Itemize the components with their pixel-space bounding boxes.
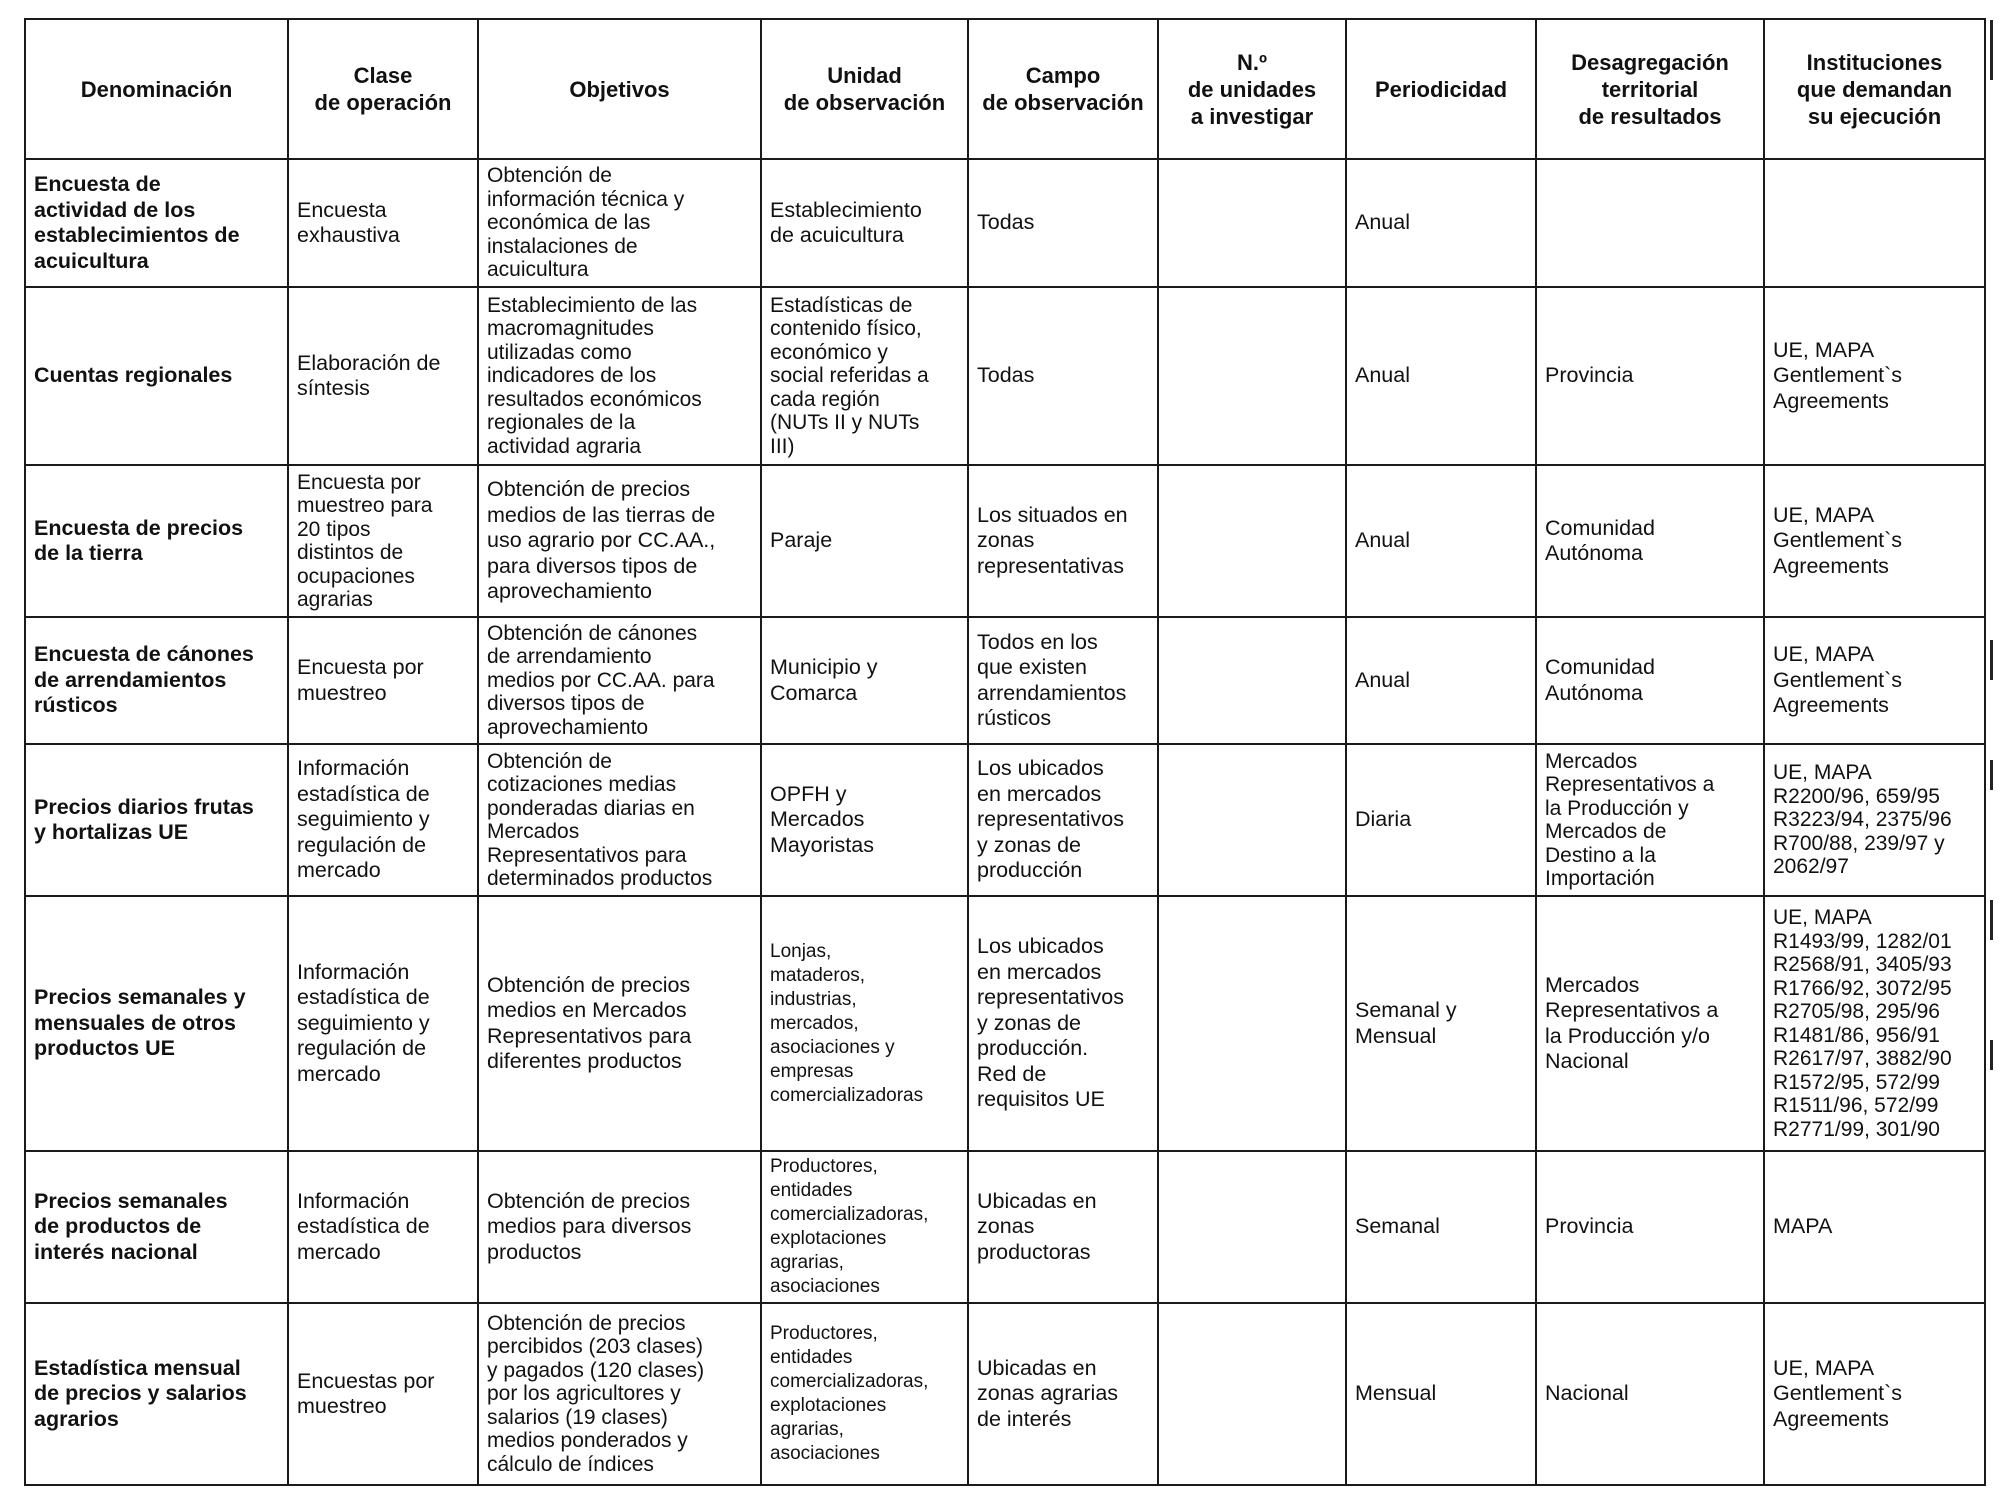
scan-mark: [1990, 900, 1993, 940]
cell-periodicidad: Anual: [1346, 465, 1536, 617]
table-row: [25, 896, 1985, 1151]
statistics-table: [24, 18, 1986, 1486]
cell-n-unidades: [1158, 617, 1346, 744]
cell-periodicidad: Anual: [1346, 287, 1536, 465]
table-row: [25, 287, 1985, 465]
cell-desagregacion: Mercados Representativos a la Producción y/o Nacional: [1536, 896, 1764, 1151]
header-clase: Clase de operación: [288, 19, 478, 159]
cell-n-unidades: [1158, 159, 1346, 287]
cell-instituciones: UE, MAPA R1493/99, 1282/01 R2568/91, 3405/93 R1766/92, 3072/95 R2705/98, 295/96 R1481/86, 956/91 R2617/97, 3882/90 R1572/95, 572/99 R1511/96, 572/99 R2771/99, 301/90: [1764, 896, 1985, 1151]
cell-n-unidades: [1158, 287, 1346, 465]
cell-unidad: Establecimiento de acuicultura: [761, 159, 968, 287]
cell-campo: Ubicadas en zonas agrarias de interés: [968, 1303, 1158, 1485]
cell-objetivos: Obtención de precios medios de las tierras de uso agrario por CC.AA., para diversos tipos de aprovechamiento: [478, 465, 761, 617]
cell-periodicidad: Anual: [1346, 617, 1536, 744]
cell-instituciones: UE, MAPA Gentlement`s Agreements: [1764, 617, 1985, 744]
header-row: [25, 19, 1985, 159]
scan-mark: [1990, 1040, 1993, 1070]
header-objetivos: Objetivos: [478, 19, 761, 159]
cell-desagregacion: [1536, 159, 1764, 287]
cell-periodicidad: Mensual: [1346, 1303, 1536, 1485]
scan-mark: [1990, 20, 1993, 80]
cell-instituciones: UE, MAPA Gentlement`s Agreements: [1764, 287, 1985, 465]
cell-instituciones: [1764, 159, 1985, 287]
cell-unidad: Productores, entidades comercializadoras, explotaciones agrarias, asociaciones: [761, 1151, 968, 1303]
cell-instituciones: MAPA: [1764, 1151, 1985, 1303]
cell-clase: Elaboración de síntesis: [288, 287, 478, 465]
cell-objetivos: Obtención de precios percibidos (203 clases) y pagados (120 clases) por los agricultores y salarios (19 clases) medios ponderados y cálculo de índices: [478, 1303, 761, 1485]
header-instituciones: Instituciones que demandan su ejecución: [1764, 19, 1985, 159]
cell-denominacion: Estadística mensual de precios y salarios agrarios: [25, 1303, 288, 1485]
cell-objetivos: Obtención de información técnica y económica de las instalaciones de acuicultura: [478, 159, 761, 287]
cell-unidad: Productores, entidades comercializadoras, explotaciones agrarias, asociaciones: [761, 1303, 968, 1485]
cell-clase: Información estadística de seguimiento y regulación de mercado: [288, 744, 478, 896]
cell-clase: Información estadística de seguimiento y regulación de mercado: [288, 896, 478, 1151]
cell-unidad: Municipio y Comarca: [761, 617, 968, 744]
header-campo: Campo de observación: [968, 19, 1158, 159]
cell-unidad: Paraje: [761, 465, 968, 617]
table-row: [25, 1151, 1985, 1303]
cell-campo: Todas: [968, 287, 1158, 465]
header-desagregacion: Desagregación territorial de resultados: [1536, 19, 1764, 159]
cell-instituciones: UE, MAPA R2200/96, 659/95 R3223/94, 2375/96 R700/88, 239/97 y 2062/97: [1764, 744, 1985, 896]
header-denominacion: Denominación: [25, 19, 288, 159]
cell-desagregacion: Provincia: [1536, 287, 1764, 465]
table-row: [25, 744, 1985, 896]
cell-n-unidades: [1158, 896, 1346, 1151]
cell-clase: Encuestas por muestreo: [288, 1303, 478, 1485]
cell-denominacion: Precios semanales de productos de interés nacional: [25, 1151, 288, 1303]
cell-campo: Todas: [968, 159, 1158, 287]
cell-campo: Los ubicados en mercados representativos y zonas de producción. Red de requisitos UE: [968, 896, 1158, 1151]
scan-edge-marks: [1990, 0, 1996, 1495]
cell-unidad: Estadísticas de contenido físico, económico y social referidas a cada región (NUTs II y NUTs III): [761, 287, 968, 465]
cell-n-unidades: [1158, 1303, 1346, 1485]
cell-objetivos: Obtención de precios medios para diversos productos: [478, 1151, 761, 1303]
scan-mark: [1990, 640, 1993, 680]
cell-objetivos: Obtención de precios medios en Mercados Representativos para diferentes productos: [478, 896, 761, 1151]
cell-denominacion: Precios semanales y mensuales de otros productos UE: [25, 896, 288, 1151]
cell-periodicidad: Anual: [1346, 159, 1536, 287]
cell-desagregacion: Comunidad Autónoma: [1536, 617, 1764, 744]
cell-periodicidad: Semanal: [1346, 1151, 1536, 1303]
cell-objetivos: Obtención de cánones de arrendamiento medios por CC.AA. para diversos tipos de aprovechamiento: [478, 617, 761, 744]
table-row: [25, 159, 1985, 287]
cell-campo: Todos en los que existen arrendamientos rústicos: [968, 617, 1158, 744]
cell-unidad: OPFH y Mercados Mayoristas: [761, 744, 968, 896]
cell-n-unidades: [1158, 1151, 1346, 1303]
cell-denominacion: Encuesta de precios de la tierra: [25, 465, 288, 617]
cell-instituciones: UE, MAPA Gentlement`s Agreements: [1764, 465, 1985, 617]
scan-mark: [1990, 760, 1993, 790]
cell-objetivos: Establecimiento de las macromagnitudes utilizadas como indicadores de los resultados económicos regionales de la actividad agraria: [478, 287, 761, 465]
cell-clase: Encuesta por muestreo para 20 tipos distintos de ocupaciones agrarias: [288, 465, 478, 617]
cell-denominacion: Cuentas regionales: [25, 287, 288, 465]
cell-periodicidad: Semanal y Mensual: [1346, 896, 1536, 1151]
cell-denominacion: Encuesta de actividad de los establecimientos de acuicultura: [25, 159, 288, 287]
cell-instituciones: UE, MAPA Gentlement`s Agreements: [1764, 1303, 1985, 1485]
cell-n-unidades: [1158, 744, 1346, 896]
cell-campo: Ubicadas en zonas productoras: [968, 1151, 1158, 1303]
cell-clase: Encuesta exhaustiva: [288, 159, 478, 287]
table-row: [25, 465, 1985, 617]
header-unidad: Unidad de observación: [761, 19, 968, 159]
cell-desagregacion: Mercados Representativos a la Producción y Mercados de Destino a la Importación: [1536, 744, 1764, 896]
cell-campo: Los situados en zonas representativas: [968, 465, 1158, 617]
cell-objetivos: Obtención de cotizaciones medias ponderadas diarias en Mercados Representativos para determinados productos: [478, 744, 761, 896]
cell-desagregacion: Comunidad Autónoma: [1536, 465, 1764, 617]
header-n-unidades: N.º de unidades a investigar: [1158, 19, 1346, 159]
cell-denominacion: Precios diarios frutas y hortalizas UE: [25, 744, 288, 896]
cell-desagregacion: Nacional: [1536, 1303, 1764, 1485]
cell-n-unidades: [1158, 465, 1346, 617]
cell-clase: Información estadística de mercado: [288, 1151, 478, 1303]
header-periodicidad: Periodicidad: [1346, 19, 1536, 159]
cell-campo: Los ubicados en mercados representativos y zonas de producción: [968, 744, 1158, 896]
table-row: [25, 1303, 1985, 1485]
cell-clase: Encuesta por muestreo: [288, 617, 478, 744]
cell-desagregacion: Provincia: [1536, 1151, 1764, 1303]
cell-unidad: Lonjas, mataderos, industrias, mercados, asociaciones y empresas comercializadoras: [761, 896, 968, 1151]
cell-periodicidad: Diaria: [1346, 744, 1536, 896]
table-row: [25, 617, 1985, 744]
cell-denominacion: Encuesta de cánones de arrendamientos rústicos: [25, 617, 288, 744]
